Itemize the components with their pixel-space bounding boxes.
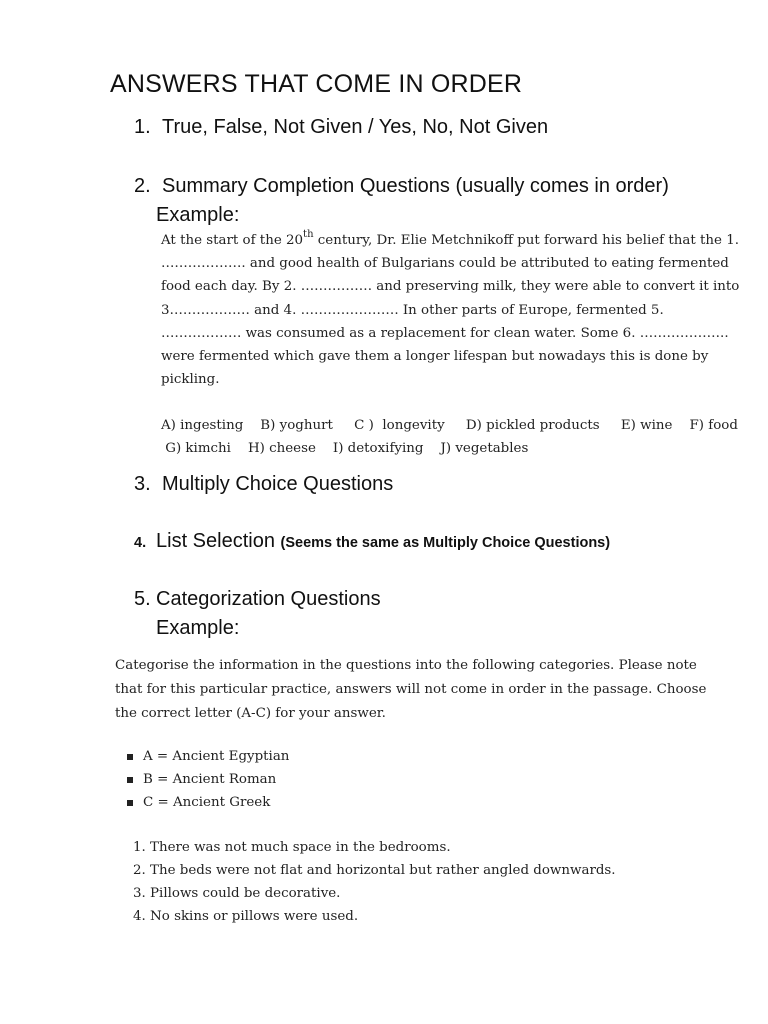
example-label-1: Example:: [156, 204, 240, 226]
statement-item: 4. No skins or pillows were used.: [133, 909, 359, 924]
summary-line-1: At the start of the 20th century, Dr. Elie Metchnikoff put forward his belief that the 1.: [161, 228, 739, 248]
item-1-number: 1.: [134, 116, 151, 138]
item-4-heading: [134, 530, 610, 553]
item-5-label: Categorization Questions: [156, 588, 381, 610]
square-bullet-icon: [127, 777, 133, 783]
categorise-instructions: [115, 654, 706, 726]
square-bullet-icon: [127, 800, 133, 806]
item-3-number: 3.: [134, 473, 151, 495]
item-4-number: 4.: [134, 535, 147, 551]
item-5-number: 5.: [134, 588, 151, 610]
item-4-label: List Selection: [156, 530, 281, 552]
category-item: C = Ancient Greek: [124, 791, 289, 814]
item-2-label: Summary Completion Questions (usually comes in order): [162, 175, 669, 197]
options-line-2: G) kimchi H) cheese I) detoxifying J) vegetables: [161, 441, 529, 456]
item-3-heading: [134, 473, 393, 496]
answer-options: [161, 414, 738, 460]
summary-line-6: were fermented which gave them a longer lifespan but nowadays this is done by: [161, 349, 709, 365]
summary-line-3: food each day. By 2. ……………. and preserving milk, they were able to convert it into: [161, 279, 740, 295]
item-2-number: 2.: [134, 175, 151, 197]
summary-line-2: ………………. and good health of Bulgarians could be attributed to eating fermented: [161, 256, 729, 272]
page-title: ANSWERS THAT COME IN ORDER: [110, 70, 523, 98]
statement-list: [133, 836, 616, 928]
square-bullet-icon: [127, 754, 133, 760]
item-4-note: (Seems the same as Multiply Choice Questions): [280, 535, 611, 551]
statement-item: 2. The beds were not flat and horizontal but rather angled downwards.: [133, 863, 616, 878]
summary-line-4: 3……………… and 4. …………………. In other parts of Europe, fermented 5.: [161, 302, 664, 318]
category-item: B = Ancient Roman: [124, 768, 289, 791]
item-1-label: True, False, Not Given / Yes, No, Not Given: [162, 116, 549, 138]
instructions-line-3: the correct letter (A-C) for your answer.: [115, 706, 386, 721]
example-label-2: Example:: [156, 617, 240, 639]
category-list: [124, 745, 289, 814]
options-line-1: A) ingesting B) yoghurt C ) longevity D) pickled products E) wine F) food: [161, 418, 738, 433]
instructions-line-1: Categorise the information in the questions into the following categories. Please note: [115, 658, 697, 673]
statement-item: 3. Pillows could be decorative.: [133, 886, 341, 901]
item-1-heading: [134, 116, 548, 139]
item-2-heading: [134, 175, 669, 198]
item-3-label: Multiply Choice Questions: [162, 473, 394, 495]
statement-item: 1. There was not much space in the bedrooms.: [133, 840, 451, 855]
item-5-heading: [134, 588, 381, 611]
summary-line-5: ……………… was consumed as a replacement for clean water. Some 6. ………………..: [161, 325, 729, 341]
category-item: A = Ancient Egyptian: [124, 745, 289, 768]
summary-line-7: pickling.: [161, 372, 220, 388]
instructions-line-2: that for this particular practice, answers will not come in order in the passage. Choose: [115, 682, 707, 697]
summary-passage: [161, 229, 746, 391]
